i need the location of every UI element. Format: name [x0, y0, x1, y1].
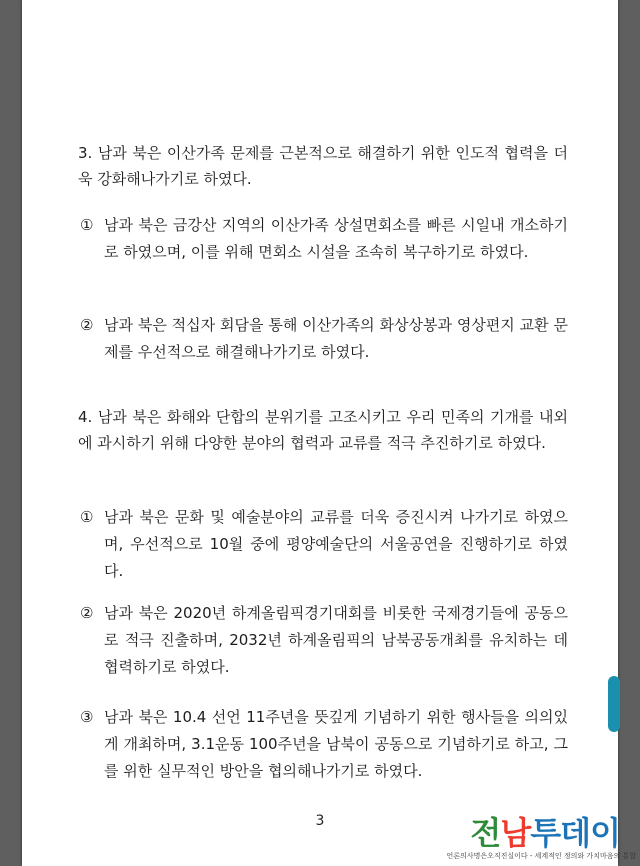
item-text: 남과 북은 2020년 하계올림픽경기대회를 비롯한 국제경기들에 공동으로 적극 진출하며, 2032년 하계올림픽의 남북공동개최를 유치하는 데 협력하기로 하였다.: [104, 604, 568, 676]
item-text: 남과 북은 10.4 선언 11주년을 뜻깊게 기념하기 위한 행사들을 의의있게 개최하며, 3.1운동 100주년을 남북이 공동으로 기념하기로 하고, 그를 위한 실무적인 방안을 협의해나가기로 하였다.: [104, 708, 568, 780]
item-number: ①: [80, 216, 94, 234]
watermark-tagline: 언론의사명은오직진실이다 - 세계적인 정의와 가치마음의 통합: [446, 852, 636, 860]
section-4-item-1: [80, 504, 568, 585]
logo-text-part2: 남: [500, 814, 531, 852]
logo-text-part3: 투데이: [530, 814, 620, 852]
section-4-item-2: [80, 600, 568, 681]
section-4-text: 4. 남과 북은 화해와 단합의 분위기를 고조시키고 우리 민족의 기개를 내외에 과시하기 위해 다양한 분야의 협력과 교류를 적극 추진하기로 하였다.: [78, 408, 568, 452]
item-text: 남과 북은 문화 및 예술분야의 교류를 더욱 증진시켜 나가기로 하였으며, 우선적으로 10월 중에 평양예술단의 서울공연을 진행하기로 하였다.: [104, 508, 568, 580]
page-number: 3: [315, 813, 325, 829]
watermark-logo: [470, 816, 620, 850]
item-text: 남과 북은 금강산 지역의 이산가족 상설면회소를 빠른 시일내 개소하기로 하였으며, 이를 위해 면회소 시설을 조속히 복구하기로 하였다.: [104, 216, 568, 261]
section-4-item-3: [80, 704, 568, 785]
logo-text-part1: 전: [470, 814, 501, 852]
item-number: ②: [80, 316, 94, 334]
item-number: ①: [80, 508, 94, 526]
scrollbar-thumb[interactable]: [608, 676, 620, 732]
section-3-item-1: [80, 212, 568, 266]
item-number: ②: [80, 604, 94, 622]
item-number: ③: [80, 708, 94, 726]
section-3-item-2: [80, 312, 568, 366]
item-text: 남과 북은 적십자 회담을 통해 이산가족의 화상상봉과 영상편지 교환 문제를 우선적으로 해결해나가기로 하였다.: [104, 316, 568, 361]
section-3-text: 3. 남과 북은 이산가족 문제를 근본적으로 해결하기 위한 인도적 협력을 더욱 강화해나가기로 하였다.: [78, 144, 568, 188]
